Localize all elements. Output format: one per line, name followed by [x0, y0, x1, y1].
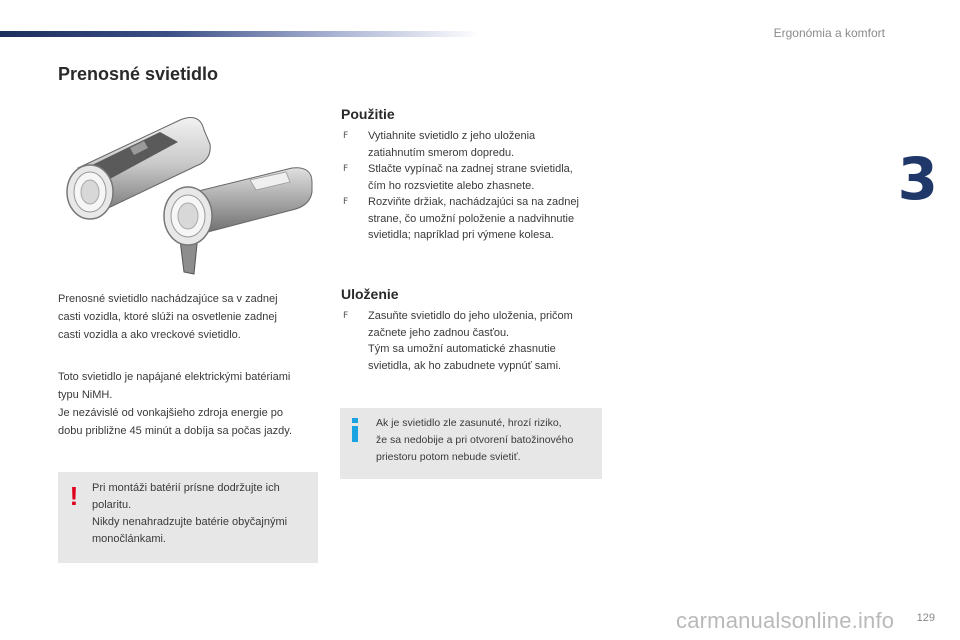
bullet-flag-icon: F	[343, 197, 349, 207]
warning-box	[58, 472, 318, 563]
storage-list	[341, 308, 611, 374]
info-text: Ak je svietidlo zle zasunuté, hrozí riziko, že sa nedobije a pri otvorení batožinového priestoru potom nebude svietiť.	[376, 417, 574, 463]
watermark: carmanualsonline.info	[676, 608, 895, 633]
bullet-flag-icon: F	[343, 131, 349, 141]
header-bar	[0, 31, 480, 37]
intro-paragraph: Prenosné svietidlo nachádzajúce sa v zadnej casti vozidla, ktoré slúži na osvetlenie zadnej casti vozidla a ako vreckové svietidlo.	[58, 293, 278, 341]
bullet-flag-icon: F	[343, 311, 349, 321]
usage-list	[341, 128, 611, 244]
usage-heading: Použitie	[341, 106, 395, 122]
page-title: Prenosné svietidlo	[58, 64, 219, 84]
info-icon	[348, 418, 362, 442]
info-box	[340, 408, 602, 479]
page-number: 129	[916, 612, 935, 624]
list-item: F Vytiahnite svietidlo z jeho uloženia zatiahnutím smerom dopredu.	[343, 130, 536, 159]
power-paragraph: Toto svietidlo je napájané elektrickými batériami typu NiMH. Je nezávislé od vonkajšieho zdroja energie po dobu približne 45 minút a dobíja sa počas jazdy.	[58, 371, 292, 437]
bullet-flag-icon: F	[343, 164, 349, 174]
chapter-number: 3	[897, 145, 938, 213]
lamp-open	[164, 168, 312, 274]
portable-lamp-illustration	[60, 108, 320, 278]
warning-icon: !	[69, 481, 79, 511]
warning-text: Pri montáži batérií prísne dodržujte ich polaritu. Nikdy nenahradzujte batérie obyčajnými monočlánkami.	[92, 482, 288, 545]
list-item: F Rozviňte držiak, nachádzajúci sa na zadnej strane, čo umožní položenie a nadvihnutie svietidla; napríklad pri výmene kolesa.	[343, 196, 579, 241]
storage-heading: Uloženie	[341, 286, 399, 302]
section-title: Ergonómia a komfort	[773, 26, 885, 40]
list-item: F Zasuňte svietidlo do jeho uloženia, pričom začnete jeho zadnou časťou. Tým sa umožní automatické zhasnutie svietidla, ak ho zabudnete vypnúť sami.	[343, 310, 573, 372]
list-item: F Stlačte vypínač na zadnej strane svietidla, čím ho rozsvietite alebo zhasnete.	[343, 163, 573, 192]
